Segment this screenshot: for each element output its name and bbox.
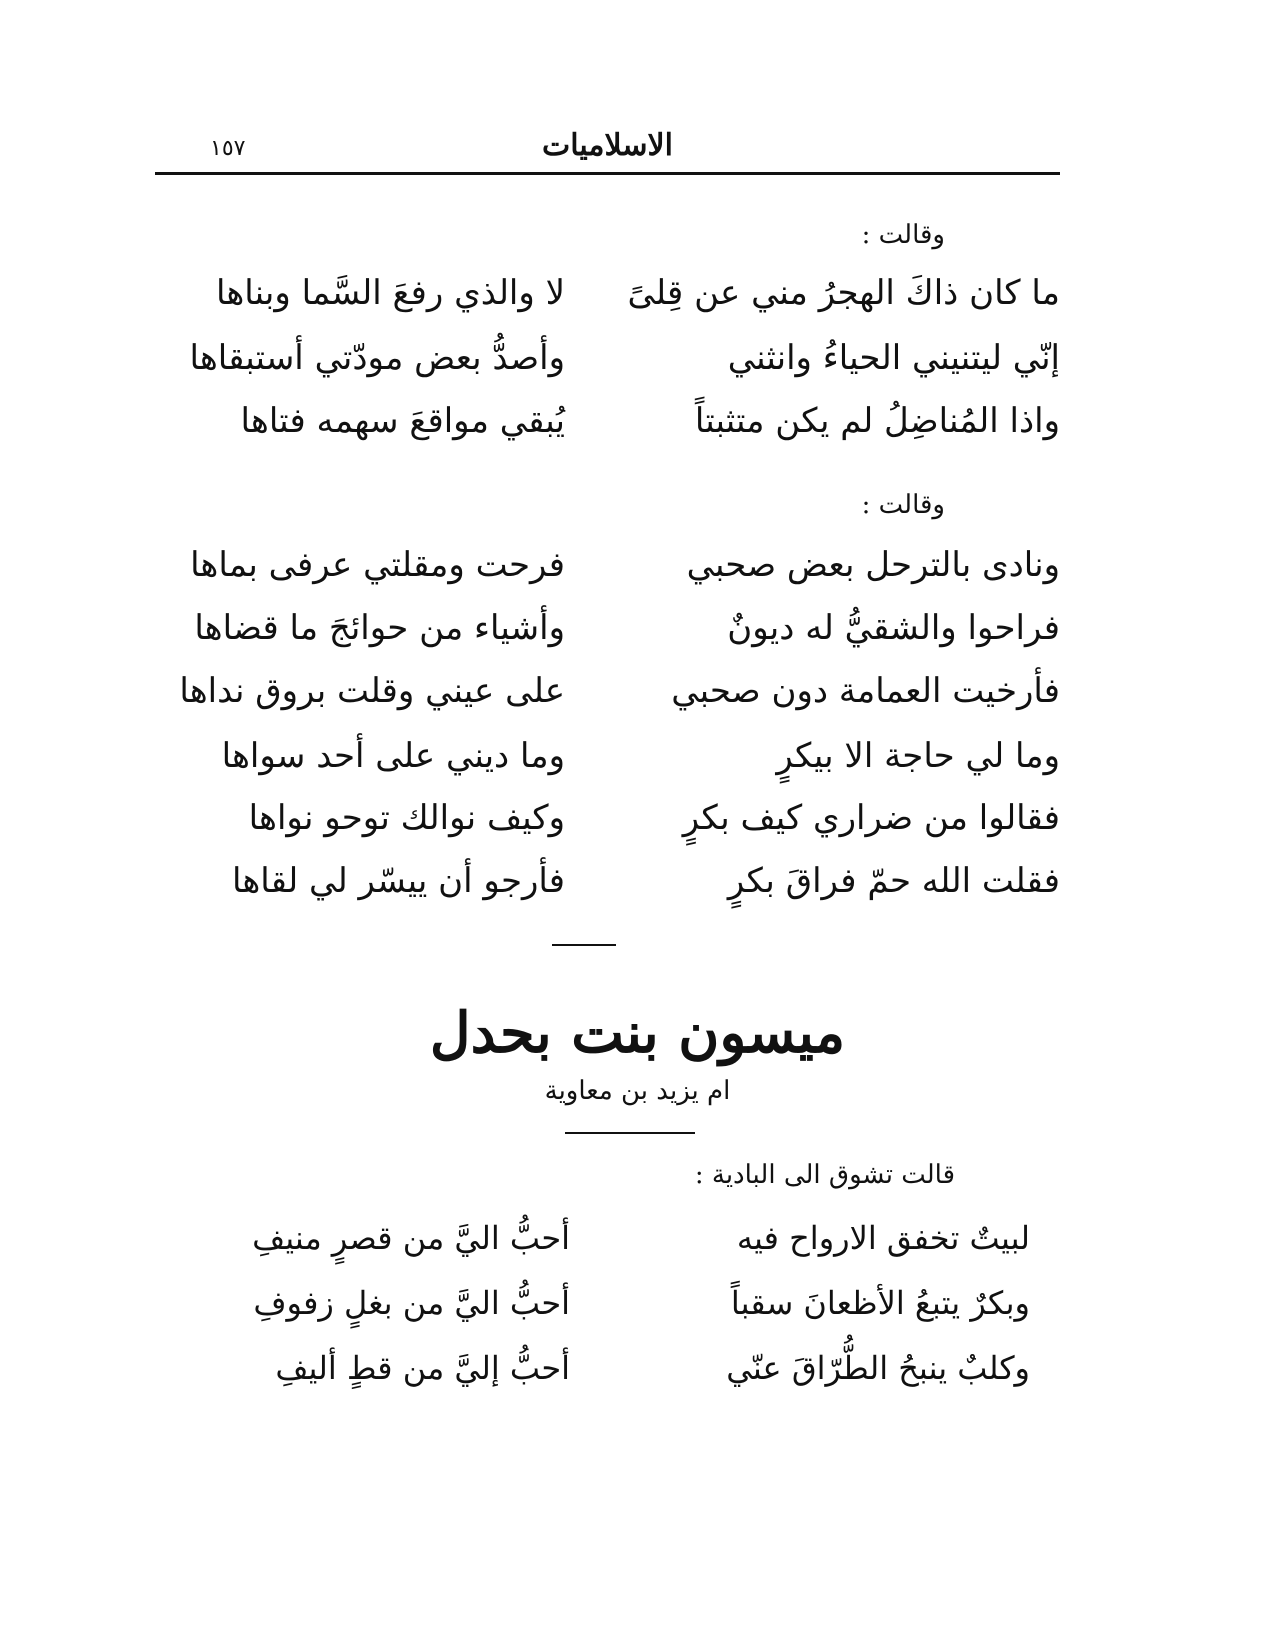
verse-second-hemistich: أحبُّ إليَّ من قطٍ أليفِ — [275, 1349, 570, 1387]
verse-first-hemistich: ما كان ذاكَ الهجرُ مني عن قِلىً — [627, 273, 1060, 313]
verse-second-hemistich: أحبُّ اليَّ من قصرٍ منيفِ — [252, 1219, 570, 1257]
verse-first-hemistich: فراحوا والشقيُّ له ديونٌ — [727, 608, 1060, 648]
verse-second-hemistich: يُبقي مواقعَ سهمه فتاها — [240, 401, 565, 441]
section-separator — [565, 1132, 695, 1134]
verse-second-hemistich: لا والذي رفعَ السَّما وبناها — [215, 273, 565, 313]
verse-second-hemistich: وأصدُّ بعض مودّتي أستبقاها — [189, 338, 565, 378]
verse-second-hemistich: على عيني وقلت بروق نداها — [179, 671, 565, 711]
poet-subtitle: ام يزيد بن معاوية — [544, 1076, 731, 1106]
header-rule — [155, 172, 1060, 175]
verse-row — [180, 1340, 1030, 1396]
verse-second-hemistich: فرحت ومقلتي عرفى بماها — [190, 545, 565, 585]
intro-3: قالت تشوق الى البادية : — [694, 1160, 955, 1190]
verse-row — [140, 728, 1060, 784]
verse-row — [140, 853, 1060, 909]
intro-1: وقالت : — [861, 220, 945, 250]
verse-first-hemistich: واذا المُناضِلُ لم يكن متثبتاً — [694, 401, 1060, 441]
page-header — [155, 128, 1060, 168]
verse-first-hemistich: إنّي ليتنيني الحياءُ وانثني — [727, 338, 1060, 378]
verse-first-hemistich: وما لي حاجة الا بيكرٍ — [776, 736, 1060, 776]
verse-first-hemistich: وكلبٌ ينبحُ الطُّرّاقَ عنّي — [726, 1349, 1030, 1387]
verse-row — [140, 330, 1060, 386]
verse-row — [140, 790, 1060, 846]
page-number: ١٥٧ — [210, 136, 246, 161]
verse-second-hemistich: فأرجو أن ييسّر لي لقاها — [232, 861, 565, 901]
poet-name: ميسون بنت بحدل — [429, 1000, 846, 1066]
verse-row — [140, 663, 1060, 719]
verse-first-hemistich: فأرخيت العمامة دون صحبي — [671, 671, 1060, 711]
verse-second-hemistich: أحبُّ اليَّ من بغلٍ زفوفِ — [253, 1284, 570, 1322]
verse-row — [140, 265, 1060, 321]
verse-row — [140, 537, 1060, 593]
verse-row — [140, 393, 1060, 449]
verse-first-hemistich: لبيتٌ تخفق الارواح فيه — [736, 1219, 1030, 1257]
verse-first-hemistich: فقالوا من ضراري كيف بكرٍ — [682, 798, 1060, 838]
verse-second-hemistich: وكيف نوالك توحو نواها — [248, 798, 565, 838]
verse-first-hemistich: ونادى بالترحل بعض صحبي — [686, 545, 1060, 585]
verse-first-hemistich: فقلت الله حمّ فراقَ بكرٍ — [727, 861, 1060, 901]
verse-row — [140, 600, 1060, 656]
running-title: الاسلاميات — [542, 128, 673, 163]
verse-second-hemistich: وأشياء من حوائجَ ما قضاها — [194, 608, 565, 648]
verse-first-hemistich: وبكرٌ يتبعُ الأظعانَ سقباً — [730, 1284, 1030, 1322]
section-separator — [552, 944, 616, 946]
verse-row — [180, 1275, 1030, 1331]
verse-second-hemistich: وما ديني على أحد سواها — [221, 736, 565, 776]
verse-row — [180, 1210, 1030, 1266]
intro-2: وقالت : — [861, 490, 945, 520]
